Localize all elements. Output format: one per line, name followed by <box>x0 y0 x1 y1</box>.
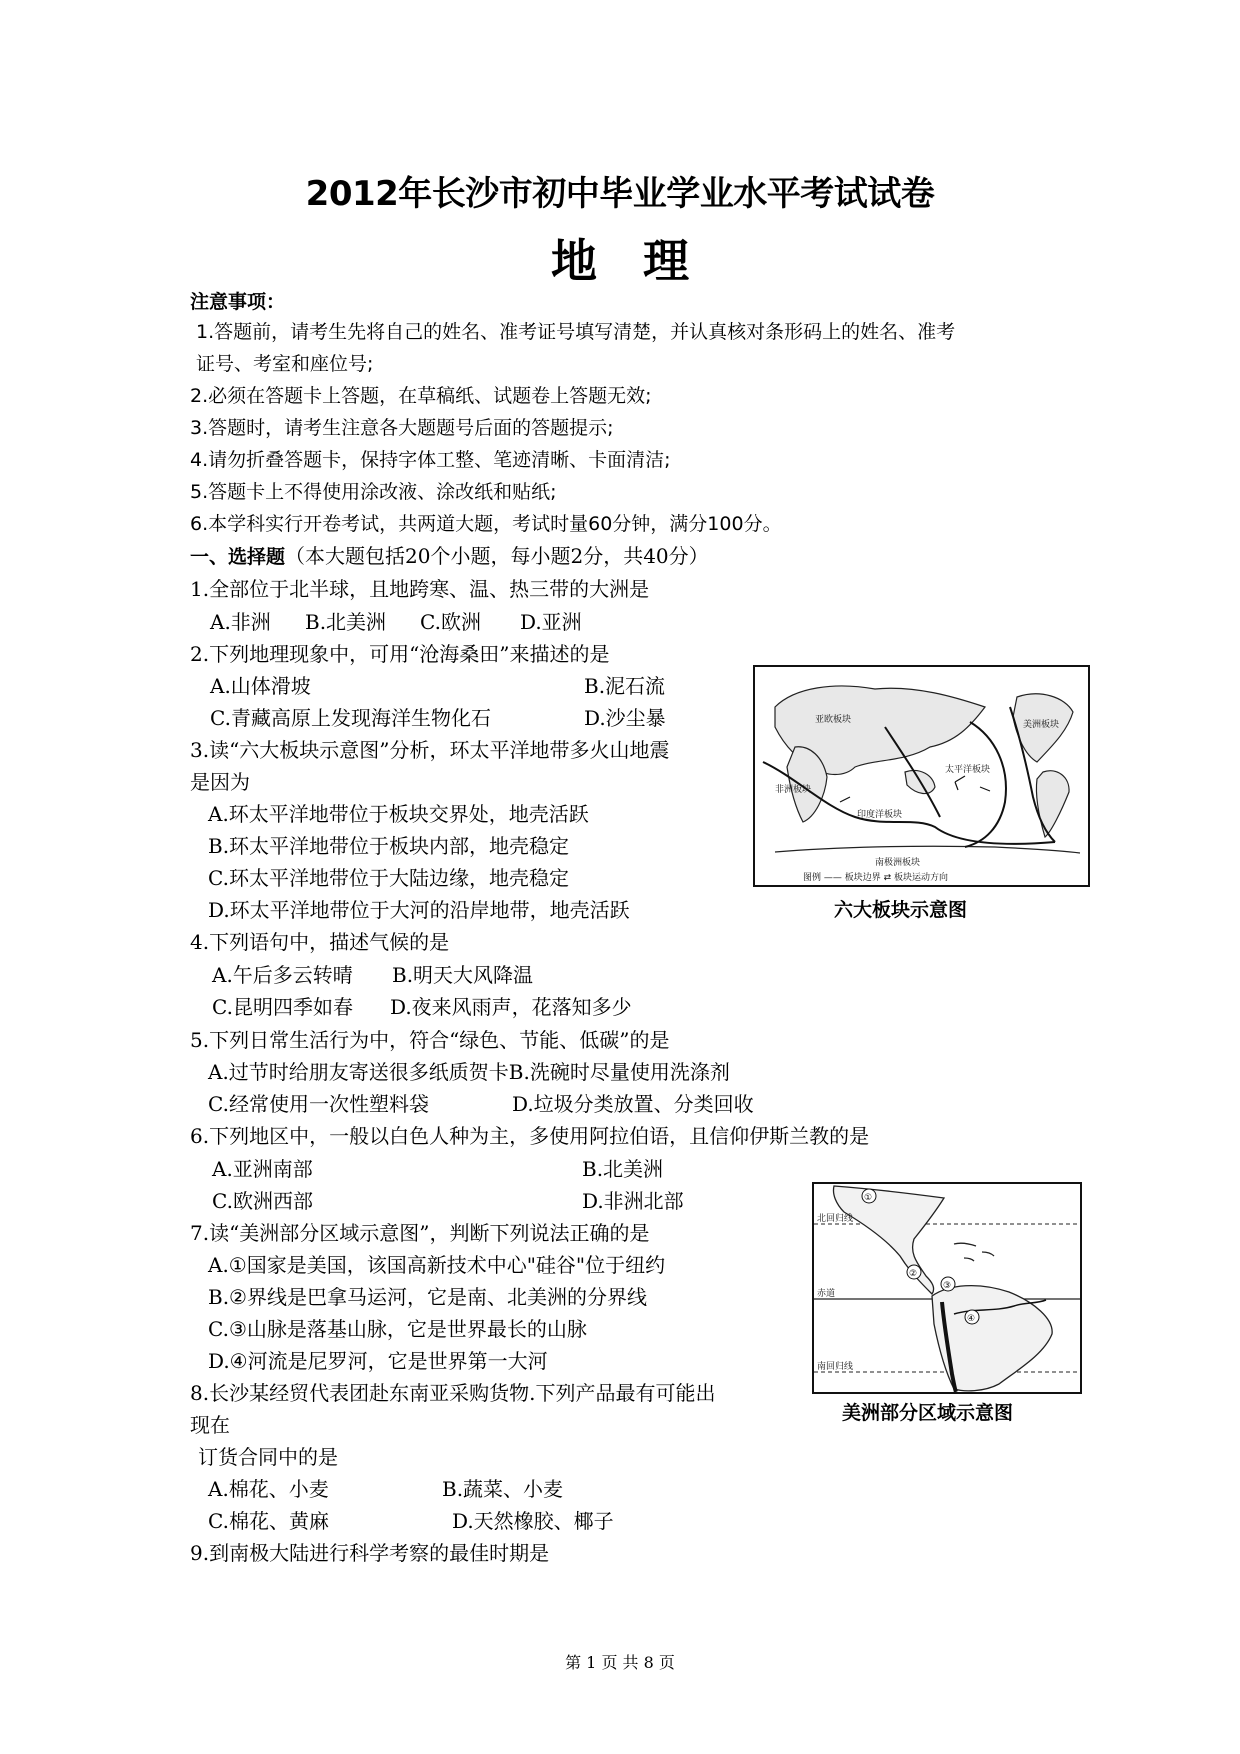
question-stem-cont: 订货合同中的是 <box>198 1445 338 1469</box>
section-note: （本大题包括20个小题，每小题2分，共40分） <box>285 544 709 568</box>
option: D.垃圾分类放置、分类回收 <box>512 1092 754 1116</box>
option: A.棉花、小麦 <box>208 1477 329 1501</box>
question-stem: 5.下列日常生活行为中，符合“绿色、节能、低碳”的是 <box>190 1028 670 1052</box>
option: B.明天大风降温 <box>392 963 534 987</box>
plates-map-svg <box>755 667 1088 885</box>
plate-label: 美洲板块 <box>1023 720 1060 730</box>
section-label: 一、选择题 <box>190 546 286 568</box>
plate-label: 亚欧板块 <box>815 715 852 725</box>
question-stem-cont: 现在 <box>190 1413 230 1437</box>
map-legend: 图例 —— 板块边界 ⇄ 板块运动方向 <box>803 873 948 883</box>
question-stem: 3.读“六大板块示意图”分析，环太平洋地带多火山地震 <box>190 738 670 762</box>
option: B.北美洲 <box>305 610 387 634</box>
option: C.欧洲 <box>420 610 481 634</box>
option: C.欧洲西部 <box>212 1189 313 1213</box>
note-item: 证号、考室和座位号; <box>196 353 374 375</box>
option: B.北美洲 <box>582 1157 664 1181</box>
option: C.经常使用一次性塑料袋 <box>208 1092 429 1116</box>
section-heading <box>190 544 709 569</box>
option: D.沙尘暴 <box>584 706 666 730</box>
americas-map-svg <box>814 1184 1080 1392</box>
americas-map-caption: 美洲部分区域示意图 <box>842 1402 1014 1424</box>
plate-label: 南极洲板块 <box>875 858 921 868</box>
option: B.泥石流 <box>584 674 666 698</box>
option: D.非洲北部 <box>582 1189 684 1213</box>
notes-heading: 注意事项： <box>190 291 286 313</box>
option: A.①国家是美国，该国高新技术中心"硅谷"位于纽约 <box>208 1253 666 1277</box>
plate-label: 非洲板块 <box>775 785 812 795</box>
option: D.夜来风雨声，花落知多少 <box>390 995 632 1019</box>
option: D.亚洲 <box>520 610 582 634</box>
option: C.棉花、黄麻 <box>208 1509 329 1533</box>
option: C.③山脉是落基山脉，它是世界最长的山脉 <box>208 1317 587 1341</box>
plate-label: 太平洋板块 <box>945 765 991 775</box>
tropic-capricorn-label: 南回归线 <box>817 1362 854 1372</box>
option: D.环太平洋地带位于大河的沿岸地带，地壳活跃 <box>208 898 630 922</box>
page-footer: 第 1 页 共 8 页 <box>565 1653 675 1672</box>
plates-map-figure <box>753 665 1090 887</box>
note-item: 1.答题前，请考生先将自己的姓名、准考证号填写清楚，并认真核对条形码上的姓名、准考 <box>196 321 956 343</box>
option: B.蔬菜、小麦 <box>442 1477 564 1501</box>
option: B.②界线是巴拿马运河，它是南、北美洲的分界线 <box>208 1285 647 1309</box>
exam-title: 2012年长沙市初中毕业学业水平考试试卷 <box>305 174 935 214</box>
marker-1: ① <box>864 1193 873 1203</box>
marker-3: ③ <box>943 1281 952 1291</box>
plate-label: 印度洋板块 <box>857 810 903 820</box>
option: C.环太平洋地带位于大陆边缘，地壳稳定 <box>208 866 569 890</box>
option: D.④河流是尼罗河，它是世界第一大河 <box>208 1349 548 1373</box>
marker-2: ② <box>909 1269 918 1279</box>
question-stem: 9.到南极大陆进行科学考察的最佳时期是 <box>190 1541 550 1565</box>
marker-4: ④ <box>967 1314 976 1324</box>
note-item: 4.请勿折叠答题卡，保持字体工整、笔迹清晰、卡面清洁; <box>190 449 671 471</box>
option: D.天然橡胶、椰子 <box>452 1509 614 1533</box>
question-stem: 7.读“美洲部分区域示意图”，判断下列说法正确的是 <box>190 1221 650 1245</box>
option: C.青藏高原上发现海洋生物化石 <box>210 706 491 730</box>
question-stem: 8.长沙某经贸代表团赴东南亚采购货物.下列产品最有可能出 <box>190 1381 716 1405</box>
americas-map-figure <box>812 1182 1082 1394</box>
option: B.环太平洋地带位于板块内部，地壳稳定 <box>208 834 570 858</box>
option: A.非洲 <box>210 610 271 634</box>
plates-map-caption: 六大板块示意图 <box>834 899 968 921</box>
note-item: 2.必须在答题卡上答题，在草稿纸、试题卷上答题无效; <box>190 385 652 407</box>
tropic-cancer-label: 北回归线 <box>817 1214 854 1224</box>
option: C.昆明四季如春 <box>212 995 353 1019</box>
note-item: 6.本学科实行开卷考试，共两道大题，考试时量60分钟，满分100分。 <box>190 513 782 535</box>
option: A.过节时给朋友寄送很多纸质贺卡B.洗碗时尽量使用洗涤剂 <box>208 1060 730 1084</box>
question-stem: 6.下列地区中，一般以白色人种为主，多使用阿拉伯语，且信仰伊斯兰教的是 <box>190 1124 870 1148</box>
option: A.山体滑坡 <box>210 674 311 698</box>
option: A.午后多云转晴 <box>212 963 353 987</box>
question-stem: 2.下列地理现象中，可用“沧海桑田”来描述的是 <box>190 642 610 666</box>
question-stem-cont: 是因为 <box>190 770 250 794</box>
option: A.环太平洋地带位于板块交界处，地壳活跃 <box>208 802 589 826</box>
question-stem: 4.下列语句中，描述气候的是 <box>190 930 450 954</box>
option: A.亚洲南部 <box>212 1157 313 1181</box>
note-item: 5.答题卡上不得使用涂改液、涂改纸和贴纸; <box>190 481 557 503</box>
subject-title: 地 理 <box>551 234 689 288</box>
question-stem: 1.全部位于北半球，且地跨寒、温、热三带的大洲是 <box>190 577 650 601</box>
equator-label: 赤道 <box>817 1289 836 1299</box>
note-item: 3.答题时，请考生注意各大题题号后面的答题提示; <box>190 417 614 439</box>
